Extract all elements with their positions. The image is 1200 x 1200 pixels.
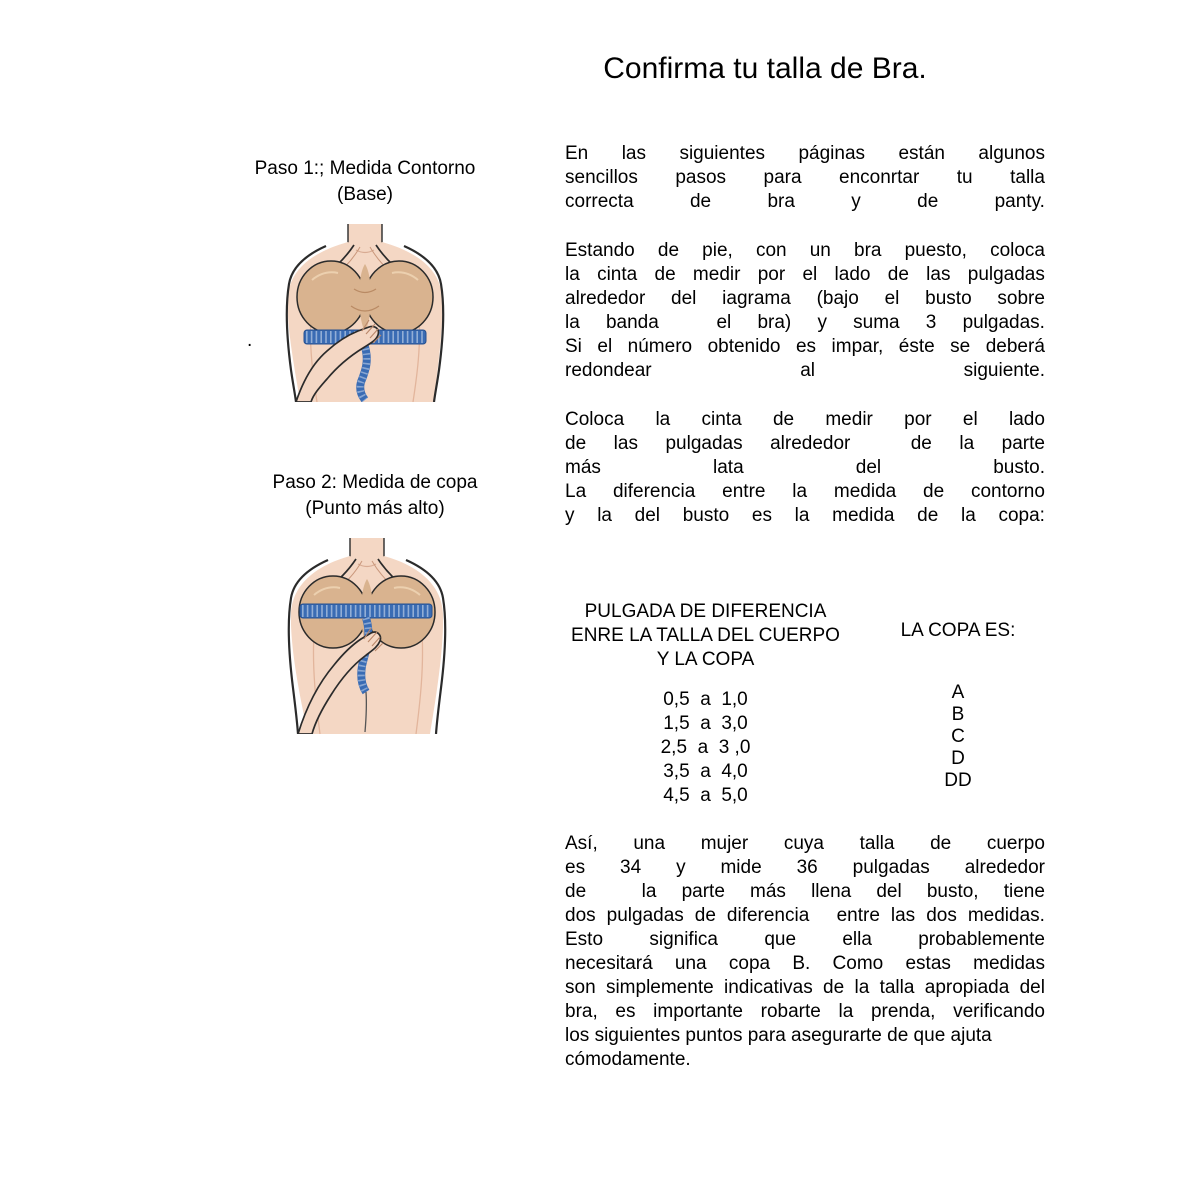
step2-label: Paso 2: Medida de copa [272,472,478,493]
text-line: Esto significa que ella probablemente [565,929,1045,950]
text-line: es 34 y mide 36 pulgadas alrededor [565,857,1045,878]
example-paragraph [565,832,1045,1072]
table-row: B [951,704,965,725]
table-row: DD [944,770,972,791]
text-line: Estando de pie, con un bra puesto, coloca [565,240,1045,261]
cup-column-header: LA COPA ES: [900,620,1016,641]
text-line: Así, una mujer cuya talla de cuerpo [565,833,1045,854]
text-line: La diferencia entre la medida de contorno [565,481,1045,502]
text-line: son simplemente indicativas de la talla apropiada del [565,977,1045,998]
table-row: 2,5 a 3 ,0 [660,737,751,758]
table-row: ENRE LA TALLA DEL CUERPO [571,625,840,646]
text-line: sencillos pasos para enconrtar tu talla [565,167,1045,188]
table-row: PULGADA DE DIFERENCIA [584,601,827,622]
step1-label-block [229,156,501,208]
step1-sublabel: (Base) [337,184,393,205]
cup-sizes-column [868,682,1048,792]
step1-underbust-measure-illustration [278,224,452,402]
step2-sublabel: (Punto más alto) [305,498,445,519]
table-row: 1,5 a 3,0 [663,713,748,734]
text-line: En las siguientes páginas están algunos [565,143,1045,164]
text-line: Si el número obtenido es impar, éste se deberá [565,336,1045,357]
table-row: A [951,682,965,703]
step2-instructions-paragraph [565,408,1045,528]
text-line: y la del busto es la medida de la copa: [565,505,1045,526]
step1-label: Paso 1:; Medida Contorno [254,158,476,179]
text-line: de la parte más llena del busto, tiene [565,881,1045,902]
step2-bust-measure-illustration [278,538,454,734]
step2-label-block [239,470,511,522]
difference-column-header [563,600,848,672]
table-row: Y LA COPA [656,649,755,670]
difference-ranges-column [563,688,848,808]
text-line: Coloca la cinta de medir por el lado [565,409,1045,430]
text-line: dos pulgadas de diferencia entre las dos medidas. [565,905,1045,926]
text-line: de las pulgadas alrededor de la parte [565,433,1045,454]
intro-paragraph [565,142,1045,214]
step1-instructions-paragraph [565,239,1045,383]
text-line: bra, es importante robarte la prenda, verificando [565,1001,1045,1022]
text-line: la cinta de medir por el lado de las pulgadas [565,264,1045,285]
page-title: Confirma tu talla de Bra. [603,52,927,85]
text-line: alrededor del iagrama (bajo el busto sobre [565,288,1045,309]
table-row: C [951,726,965,747]
text-line: más lata del busto. [565,457,1045,478]
table-row: 3,5 a 4,0 [663,761,748,782]
table-row: D [951,748,965,769]
text-line: la banda el bra) y suma 3 pulgadas. [565,312,1045,333]
text-line: necesitará una copa B. Como estas medidas [565,953,1045,974]
stray-period-mark: . [247,330,253,351]
text-line: correcta de bra y de panty. [565,191,1045,212]
text-line: redondear al siguiente. [565,360,1045,381]
table-row: 4,5 a 5,0 [663,785,748,806]
text-line: cómodamente. [565,1049,691,1070]
text-line: los siguientes puntos para asegurarte de que ajuta [565,1025,992,1046]
table-row: 0,5 a 1,0 [663,689,748,710]
